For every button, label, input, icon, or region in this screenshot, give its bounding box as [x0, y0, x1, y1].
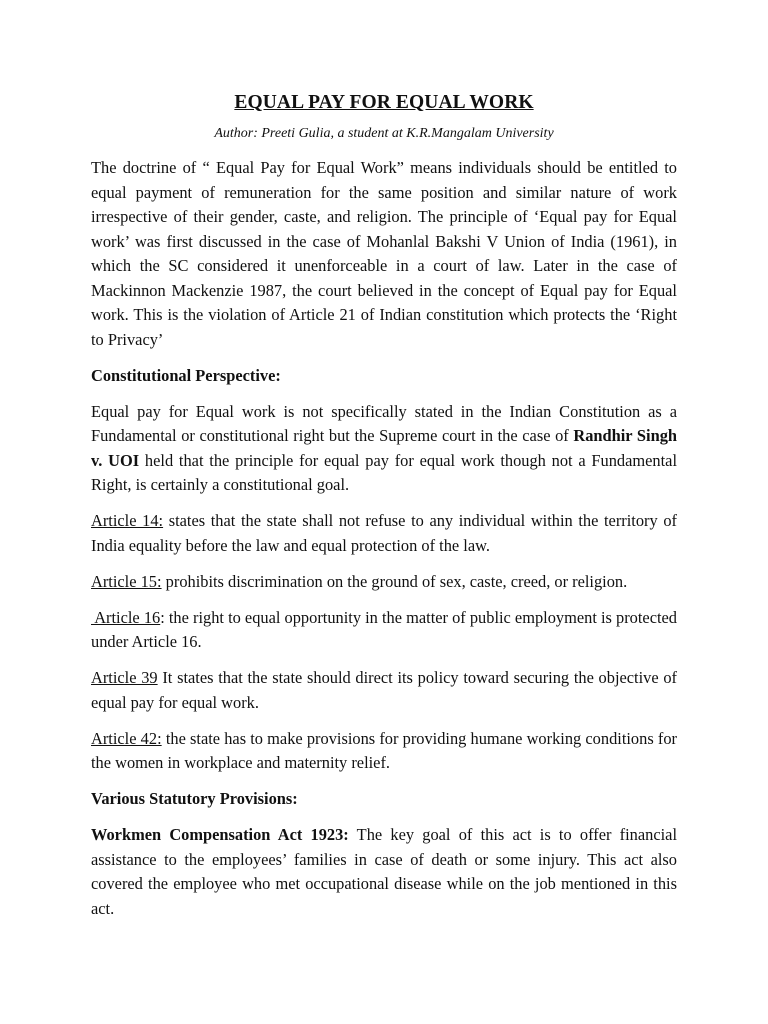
- article-16-paragraph: [91, 606, 677, 655]
- article-15-paragraph: [91, 570, 677, 595]
- document-body: [91, 92, 677, 933]
- statutory-heading: Various Statutory Provisions:: [91, 789, 298, 808]
- constitutional-heading: Constitutional Perspective:: [91, 365, 281, 385]
- article-39-paragraph: [91, 666, 677, 715]
- article-16-label: Article 16: [91, 607, 161, 627]
- document-title: EQUAL PAY FOR EQUAL WORK: [234, 92, 534, 113]
- article-15-text: prohibits discrimination on the ground of sex, caste, creed, or religion.: [161, 571, 628, 591]
- article-14-text: states that the state shall not refuse to any individual within the territory of India equality before the law and equal protection of the law.: [91, 511, 677, 555]
- workmen-paragraph: [91, 823, 677, 921]
- constitutional-paragraph: [91, 400, 677, 498]
- constitutional-text-part2: held that the principle for equal pay for equal work though not a Fundamental Right, is certainly a constitutional goal.: [91, 450, 677, 494]
- workmen-act-label: Workmen Compensation Act 1923:: [91, 825, 349, 844]
- constitutional-text-part1: Equal pay for Equal work is not specifically stated in the Indian Constitution as a Fundamental or constitutional right but the Supreme court in the case of: [91, 401, 677, 445]
- article-14-label: Article 14:: [91, 511, 164, 530]
- article-42-paragraph: [91, 727, 677, 776]
- article-14-paragraph: [91, 509, 677, 558]
- article-15-label: Article 15:: [91, 571, 162, 591]
- article-42-text: the state has to make provisions for providing humane working conditions for the women in workplace and maternity relief.: [91, 728, 677, 772]
- article-42-label: Article 42:: [91, 728, 162, 748]
- case-name: Randhir Singh v. UOI: [91, 426, 677, 470]
- article-16-text: : the right to equal opportunity in the matter of public employment is protected under Article 16.: [91, 607, 677, 651]
- intro-paragraph: The doctrine of “ Equal Pay for Equal Work” means individuals should be entitled to equal payment of remuneration for the same position and similar nature of work irrespective of their gender, caste, and religion. The principle of ‘Equal pay for Equal work’ was first discussed in the case of Mohanlal Bakshi V Union of India (1961), in which the SC considered it unenforceable in a court of law. Later in the case of Mackinnon Mackenzie 1987, the court believed in the concept of Equal pay for Equal work. This is the violation of Article 21 of Indian constitution which protects the ‘Right to Privacy’: [91, 158, 677, 349]
- article-39-text: It states that the state should direct its policy toward securing the objective of equal pay for equal work.: [91, 668, 678, 712]
- workmen-act-text: The key goal of this act is to offer financial assistance to the employees’ families in case of death or some injury. This act also covered the employee who met occupational disease while on the job mentioned in this act.: [91, 825, 677, 918]
- author-line: Author: Preeti Gulia, a student at K.R.Mangalam University: [214, 126, 554, 141]
- article-39-label: Article 39: [91, 668, 158, 687]
